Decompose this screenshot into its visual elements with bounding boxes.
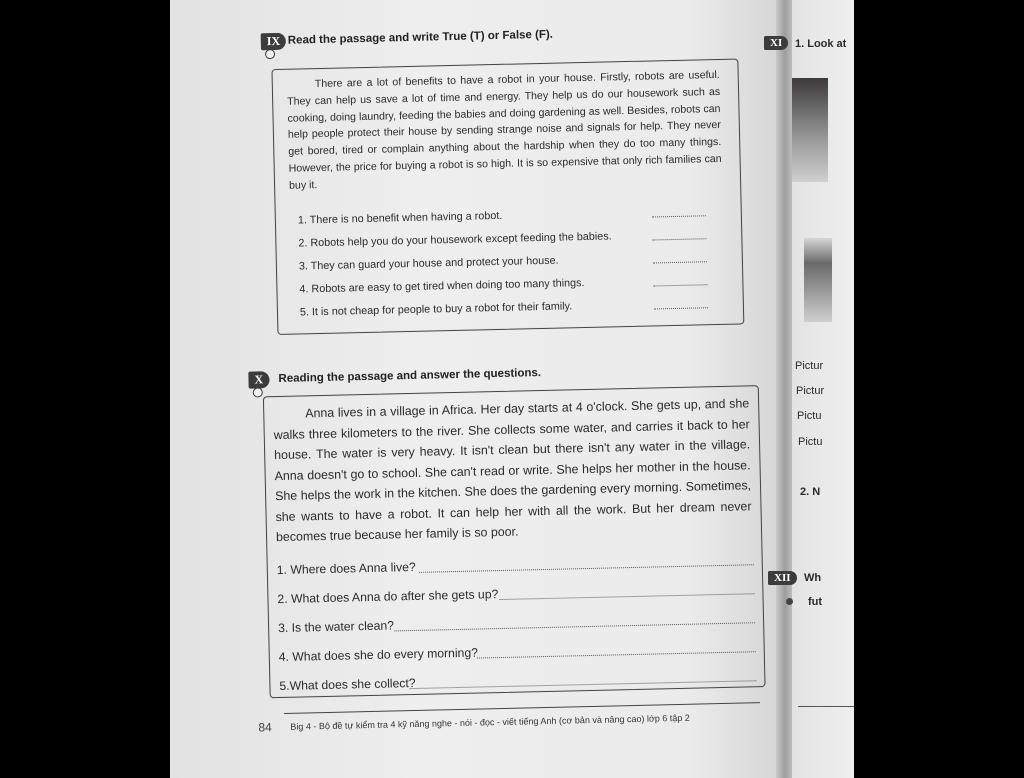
section-x-badge bbox=[248, 371, 269, 388]
section-xi-title: 1. Look at bbox=[795, 38, 847, 50]
section-ix-badge-label: IX bbox=[266, 33, 281, 49]
statement-5: 5. It is not cheap for people to buy a robot for their family. bbox=[299, 300, 573, 319]
section-xi-badge bbox=[764, 36, 788, 50]
statement-4: 4. Robots are easy to get tired when doing too many things. bbox=[299, 277, 585, 296]
right-footer-rule bbox=[798, 706, 854, 707]
section-x-passage: Anna lives in a village in Africa. Her day starts at 4 o'clock. She gets up, and she walks three kilometers to the river. She collects some water, and carries it back to her house. The water is very heavy. It isn't clean but there isn't any water in the village. Anna doesn't go to school. She can't read or write. She helps her mother in the house. She helps the work in the kitchen. She does the gardening every morning. Sometimes, she wants to have a robot. It can help her with all the work. But her dream never becomes true because her family is so poor. bbox=[273, 396, 752, 545]
picture-thumbnail-1 bbox=[792, 78, 828, 182]
picture-label-1: Pictur bbox=[795, 360, 824, 372]
page-number: 84 bbox=[258, 720, 272, 735]
section-x-title: Reading the passage and answer the questions. bbox=[278, 367, 542, 385]
statement-2: 2. Robots help you do your housework except feeding the babies. bbox=[298, 230, 612, 250]
section-x-badge-label: X bbox=[254, 372, 264, 387]
question-3: 3. Is the water clean? bbox=[277, 618, 395, 636]
section-xi-badge-label: XI bbox=[770, 37, 783, 49]
question-5: 5.What does she collect? bbox=[279, 675, 416, 694]
right-page bbox=[770, 0, 854, 778]
statement-1: 1. There is no benefit when having a robot. bbox=[297, 209, 503, 227]
photo-frame bbox=[170, 0, 854, 778]
statement-3: 3. They can guard your house and protect your house. bbox=[298, 254, 559, 273]
section-ix-passage: There are a lot of benefits to have a robot in your house. Firstly, robots are useful. They can help us save a lot of time and energy. They help us do our housework such as cooking, doing laundry, feeding the babies and doing gardening as well. Besides, robots can help people protect their house by sending strange noise and signals for help. They never get bored, tired or complain anything about the hardship when they do too many things. However, the price for buying a robot is so high. It is so expensive that only rich families can buy it. bbox=[287, 68, 722, 192]
left-page bbox=[170, 0, 782, 778]
section-xii-badge-label: XII bbox=[774, 572, 791, 584]
section-ix-title: Read the passage and write True (T) or False (F). bbox=[287, 28, 554, 47]
question-1: 1. Where does Anna live? bbox=[276, 559, 416, 578]
picture-label-2: Pictur bbox=[796, 385, 825, 397]
footer-text: Big 4 - Bộ đề tự kiểm tra 4 kỹ năng nghe - nói - đọc - viết tiếng Anh (cơ bản và nâng cao) lớp 6 tập 2 bbox=[290, 712, 690, 732]
section-xii-line-1: Wh bbox=[804, 572, 822, 584]
picture-thumbnail-2 bbox=[804, 238, 832, 322]
section-xii-line-2: fut bbox=[808, 596, 823, 608]
bullet-icon bbox=[265, 49, 275, 59]
question-4: 4. What does she do every morning? bbox=[278, 645, 479, 665]
item-2-label: 2. N bbox=[800, 486, 821, 498]
bullet-icon bbox=[253, 387, 263, 397]
section-ix-badge bbox=[261, 33, 287, 51]
question-2: 2. What does Anna do after she gets up? bbox=[277, 587, 499, 607]
page-content bbox=[230, 0, 752, 735]
bullet-icon bbox=[786, 598, 793, 605]
picture-label-3: Pictu bbox=[797, 410, 822, 422]
picture-label-4: Pictu bbox=[798, 436, 823, 448]
section-xii-badge bbox=[768, 571, 797, 585]
